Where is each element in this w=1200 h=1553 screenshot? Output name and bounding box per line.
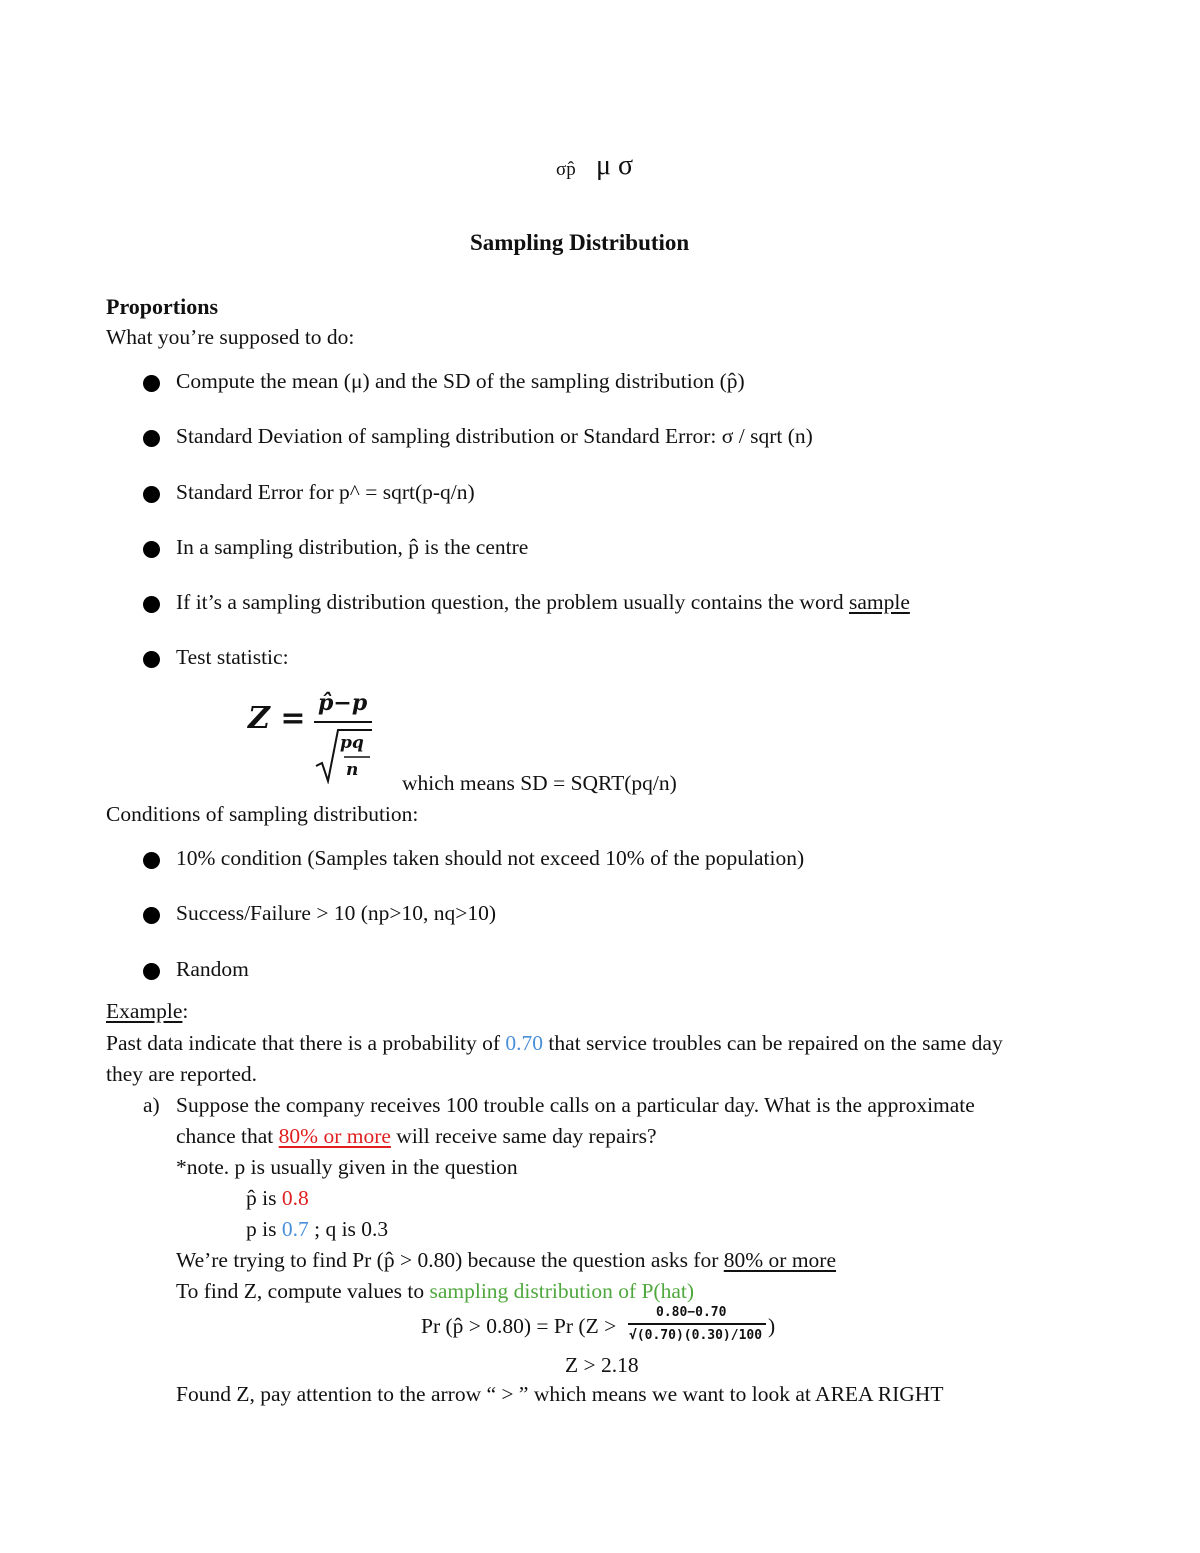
highlight-80-percent: 80% or more (278, 1124, 391, 1148)
formula-note: which means SD = SQRT(pq/n) (402, 771, 677, 795)
equation-lhs: Pr (p̂ > 0.80) = Pr (Z > (421, 1314, 617, 1338)
part-a-label: a) (143, 1093, 160, 1117)
trying-text: We’re trying to find Pr (p̂ > 0.80) because the question asks for (176, 1248, 724, 1272)
sqrt-denominator: n (346, 760, 359, 780)
example-label-text: Example (106, 999, 183, 1023)
found-z-line: Found Z, pay attention to the arrow “ > ” which means we want to look at AREA RIGHT (176, 1382, 944, 1406)
q-text: ; q is 0.3 (308, 1217, 389, 1241)
find-z-highlight: sampling distribution of P(hat) (429, 1279, 695, 1303)
example-colon: : (182, 999, 189, 1023)
part-a-line-1: Suppose the company receives 100 trouble calls on a particular day. What is the approximate (176, 1093, 975, 1117)
z-result: Z > 2.18 (565, 1353, 639, 1377)
formula-lhs: Z = (248, 701, 306, 736)
bullet-item: Standard Deviation of sampling distribution or Standard Error: σ / sqrt (n) (176, 424, 813, 448)
bullet-text: If it’s a sampling distribution question, the problem usually contains the word (176, 590, 849, 614)
phat-value: 0.8 (281, 1186, 309, 1210)
bullet-dot (143, 430, 160, 447)
formula-numerator: p̂−p (318, 690, 368, 716)
example-text: Past data indicate that there is a probability of (106, 1031, 506, 1055)
bullet-dot (143, 907, 160, 924)
condition-item: 10% condition (Samples taken should not exceed 10% of the population) (176, 846, 805, 870)
part-a-text: will receive same day repairs? (390, 1124, 657, 1148)
bullet-dot (143, 651, 160, 668)
sqrt-numerator: pq (340, 733, 364, 753)
equation-fraction-bar (628, 1323, 766, 1325)
phat-line (246, 1188, 309, 1210)
example-text: that service troubles can be repaired on the same day (543, 1031, 1003, 1055)
equation-denominator: √(0.70)(0.30)/100 (629, 1328, 763, 1343)
bullet-dot (143, 541, 160, 558)
part-a-text: chance that (176, 1124, 279, 1148)
page-title: Sampling Distribution (470, 230, 690, 255)
p-text: p is (246, 1217, 282, 1241)
header-symbols-large: μ σ (596, 150, 634, 181)
trying-line (176, 1250, 836, 1272)
bullet-dot (143, 486, 160, 503)
bullet-item: Test statistic: (176, 645, 289, 669)
find-z-text: To find Z, compute values to (176, 1279, 430, 1303)
bullet-dot (143, 852, 160, 869)
note-line: *note. p is usually given in the question (176, 1155, 518, 1179)
highlight-probability: 0.70 (505, 1031, 544, 1055)
intro-text: What you’re supposed to do: (106, 325, 355, 349)
bullet-dot (143, 963, 160, 980)
bullet-item: Standard Error for p^ = sqrt(p-q/n) (176, 480, 475, 504)
bullet-dot (143, 596, 160, 613)
example-label (106, 1001, 188, 1023)
equation-close: ) (768, 1314, 776, 1338)
example-line-1 (106, 1033, 1003, 1055)
condition-item: Success/Failure > 10 (np>10, nq>10) (176, 901, 497, 925)
section-heading: Proportions (106, 294, 219, 319)
p-line (246, 1219, 388, 1241)
bullet-item (176, 592, 910, 614)
find-z-line (176, 1281, 694, 1303)
underlined-word: sample (848, 590, 910, 614)
fraction-bar (314, 721, 372, 723)
condition-item: Random (176, 957, 249, 981)
bullet-item: Compute the mean (μ) and the SD of the sampling distribution (p̂) (176, 369, 745, 393)
p-value: 0.7 (281, 1217, 309, 1241)
bullet-item: In a sampling distribution, p̂ is the centre (176, 535, 529, 559)
header-symbols-small: σp̂ (556, 159, 576, 180)
example-line-2: they are reported. (106, 1062, 258, 1086)
conditions-heading: Conditions of sampling distribution: (106, 802, 419, 826)
equation-numerator: 0.80−0.70 (656, 1305, 727, 1320)
part-a-line-2 (176, 1126, 657, 1148)
phat-text: p̂ is (246, 1186, 282, 1210)
trying-underlined: 80% or more (723, 1248, 837, 1272)
bullet-dot (143, 375, 160, 392)
